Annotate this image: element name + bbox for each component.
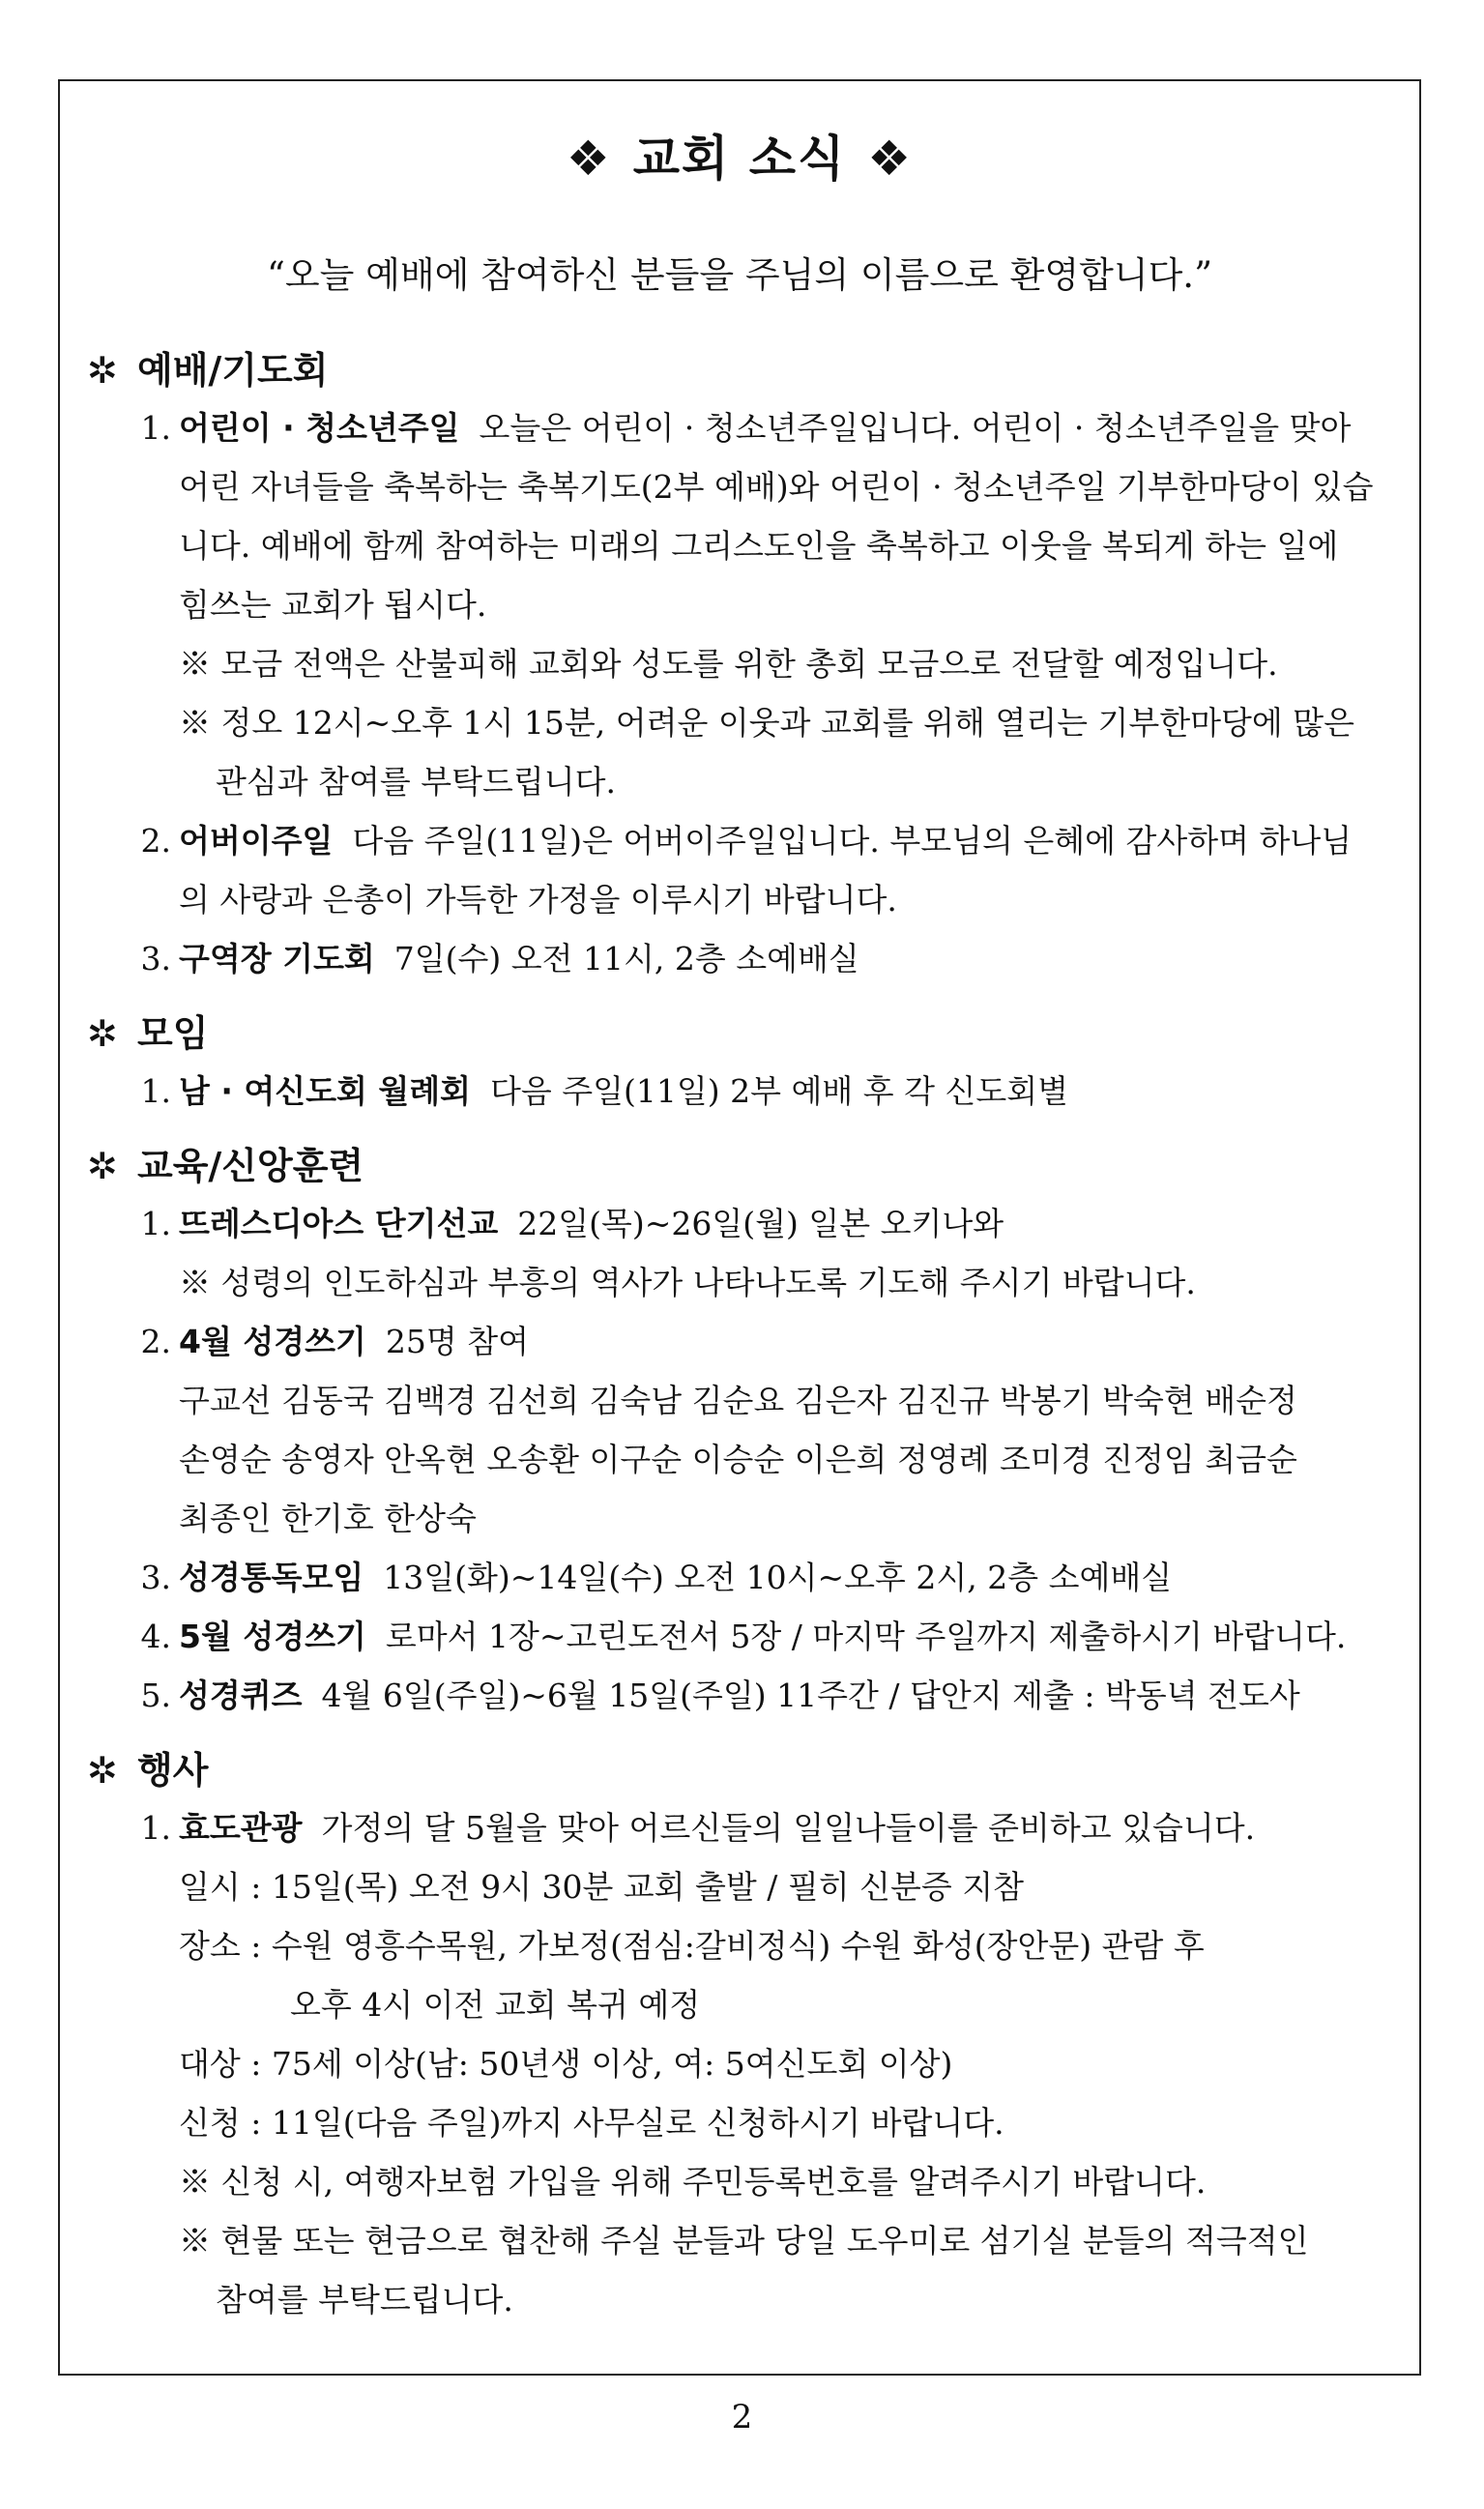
list-item: 1. 효도관광 가정의 달 5월을 맞아 어르신들의 일일나들이를 준비하고 있습니다. [140, 1809, 1256, 1847]
detail-line: 오후 4시 이전 교회 복귀 예정 [290, 1986, 701, 2024]
item-label: 5월 성경쓰기 [179, 1618, 366, 1655]
note-line: ※ 모금 전액은 산불피해 교회와 성도를 위한 총회 모금으로 전달할 예정입니다. [179, 645, 1278, 683]
note-line: 참여를 부탁드립니다. [216, 2281, 513, 2319]
list-item: 1. 뜨레스디아스 단기선교 22일(목)~26일(월) 일본 오키나와 [140, 1205, 1004, 1242]
body-line: 니다. 예배에 함께 참여하는 미래의 그리스도인을 축복하고 이웃을 복되게 하는 일에 [179, 527, 1339, 565]
asterisk-flower-icon: ✲ [87, 1749, 118, 1792]
note-line: ※ 현물 또는 현금으로 협찬해 주실 분들과 당일 도우미로 섬기실 분들의 적극적인 [179, 2222, 1309, 2260]
names-line: 최종인 한기호 한상숙 [179, 1500, 477, 1537]
list-item: 4. 5월 성경쓰기 로마서 1장~고린도전서 5장 / 마지막 주일까지 제출하시기 바랍니다. [140, 1618, 1347, 1655]
list-item: 3. 구역장 기도회 7일(수) 오전 11시, 2층 소예배실 [140, 940, 859, 977]
bulletin-frame [58, 79, 1421, 2376]
list-item: 2. 4월 성경쓰기 25명 참여 [140, 1323, 529, 1360]
asterisk-flower-icon: ✲ [87, 1145, 118, 1187]
body-line: 힘쓰는 교회가 됩시다. [179, 586, 487, 624]
news-content [87, 342, 1400, 2329]
list-item: 2. 어버이주일 다음 주일(11일)은 어버이주일입니다. 부모님의 은혜에 감사하며 하나님 [140, 822, 1353, 860]
detail-line: 장소 : 수원 영흥수목원, 가보정(점심:갈비정식) 수원 화성(장안문) 관람 후 [179, 1927, 1205, 1965]
names-line: 구교선 김동국 김백경 김선희 김숙남 김순요 김은자 김진규 박봉기 박숙현 배순정 [179, 1382, 1297, 1419]
item-label: 어린이 · 청소년주일 [179, 409, 460, 447]
list-item: 5. 성경퀴즈 4월 6일(주일)~6월 15일(주일) 11주간 / 답안지 제출 : 박동녁 전도사 [140, 1677, 1300, 1714]
diamond-ornament-right-icon: ❖ [867, 131, 914, 187]
names-line: 손영순 송영자 안옥현 오송환 이구순 이승순 이은희 정영례 조미경 진정임 최금순 [179, 1441, 1297, 1478]
section-heading-education: ✲ 교육/신앙훈련 [87, 1138, 1400, 1194]
welcome-message: “오늘 예배에 참여하신 분들을 주님의 이름으로 환영합니다.” [267, 254, 1212, 296]
note-line: 관심과 참여를 부탁드립니다. [216, 763, 617, 801]
item-label: 성경통독모임 [179, 1559, 364, 1596]
asterisk-flower-icon: ✲ [87, 349, 118, 392]
detail-line: 대상 : 75세 이상(남: 50년생 이상, 여: 5여신도회 이상) [179, 2045, 953, 2083]
item-label: 어버이주일 [179, 822, 334, 860]
item-label: 뜨레스디아스 단기선교 [179, 1205, 499, 1242]
body-line: 어린 자녀들을 축복하는 축복기도(2부 예배)와 어린이 · 청소년주일 기부한마당이 있습 [179, 468, 1374, 506]
section-heading-events: ✲ 행사 [87, 1742, 1400, 1798]
item-label: 남 · 여신도회 월례회 [179, 1072, 472, 1110]
list-item: 1. 어린이 · 청소년주일 오늘은 어린이 · 청소년주일입니다. 어린이 · 청소년주일을 맞아 [140, 409, 1352, 447]
list-item: 1. 남 · 여신도회 월례회 다음 주일(11일) 2부 예배 후 각 신도회별 [140, 1072, 1068, 1110]
section-heading-worship: ✲ 예배/기도회 [87, 342, 1400, 398]
title-text: 교회 소식 [632, 131, 847, 187]
section-heading-gathering: ✲ 모임 [87, 1006, 1400, 1062]
item-label: 4월 성경쓰기 [179, 1323, 366, 1360]
item-label: 구역장 기도회 [179, 940, 375, 977]
note-line: ※ 성령의 인도하심과 부흥의 역사가 나타나도록 기도해 주시기 바랍니다. [179, 1264, 1196, 1301]
body-line: 의 사랑과 은총이 가득한 가정을 이루시기 바랍니다. [179, 881, 897, 919]
item-label: 성경퀴즈 [179, 1677, 303, 1714]
page-number: 2 [731, 2398, 753, 2436]
diamond-ornament-left-icon: ❖ [566, 131, 612, 187]
detail-line: 일시 : 15일(목) 오전 9시 30분 교회 출발 / 필히 신분증 지참 [179, 1868, 1025, 1906]
note-line: ※ 정오 12시~오후 1시 15분, 어려운 이웃과 교회를 위해 열리는 기부한마당에 많은 [179, 704, 1354, 742]
page-title [60, 120, 1419, 190]
detail-line: 신청 : 11일(다음 주일)까지 사무실로 신청하시기 바랍니다. [179, 2104, 1004, 2142]
note-line: ※ 신청 시, 여행자보험 가입을 위해 주민등록번호를 알려주시기 바랍니다. [179, 2163, 1207, 2201]
list-item: 3. 성경통독모임 13일(화)~14일(수) 오전 10시~오후 2시, 2층 소예배실 [140, 1559, 1173, 1596]
item-label: 효도관광 [179, 1809, 303, 1847]
asterisk-flower-icon: ✲ [87, 1012, 118, 1055]
